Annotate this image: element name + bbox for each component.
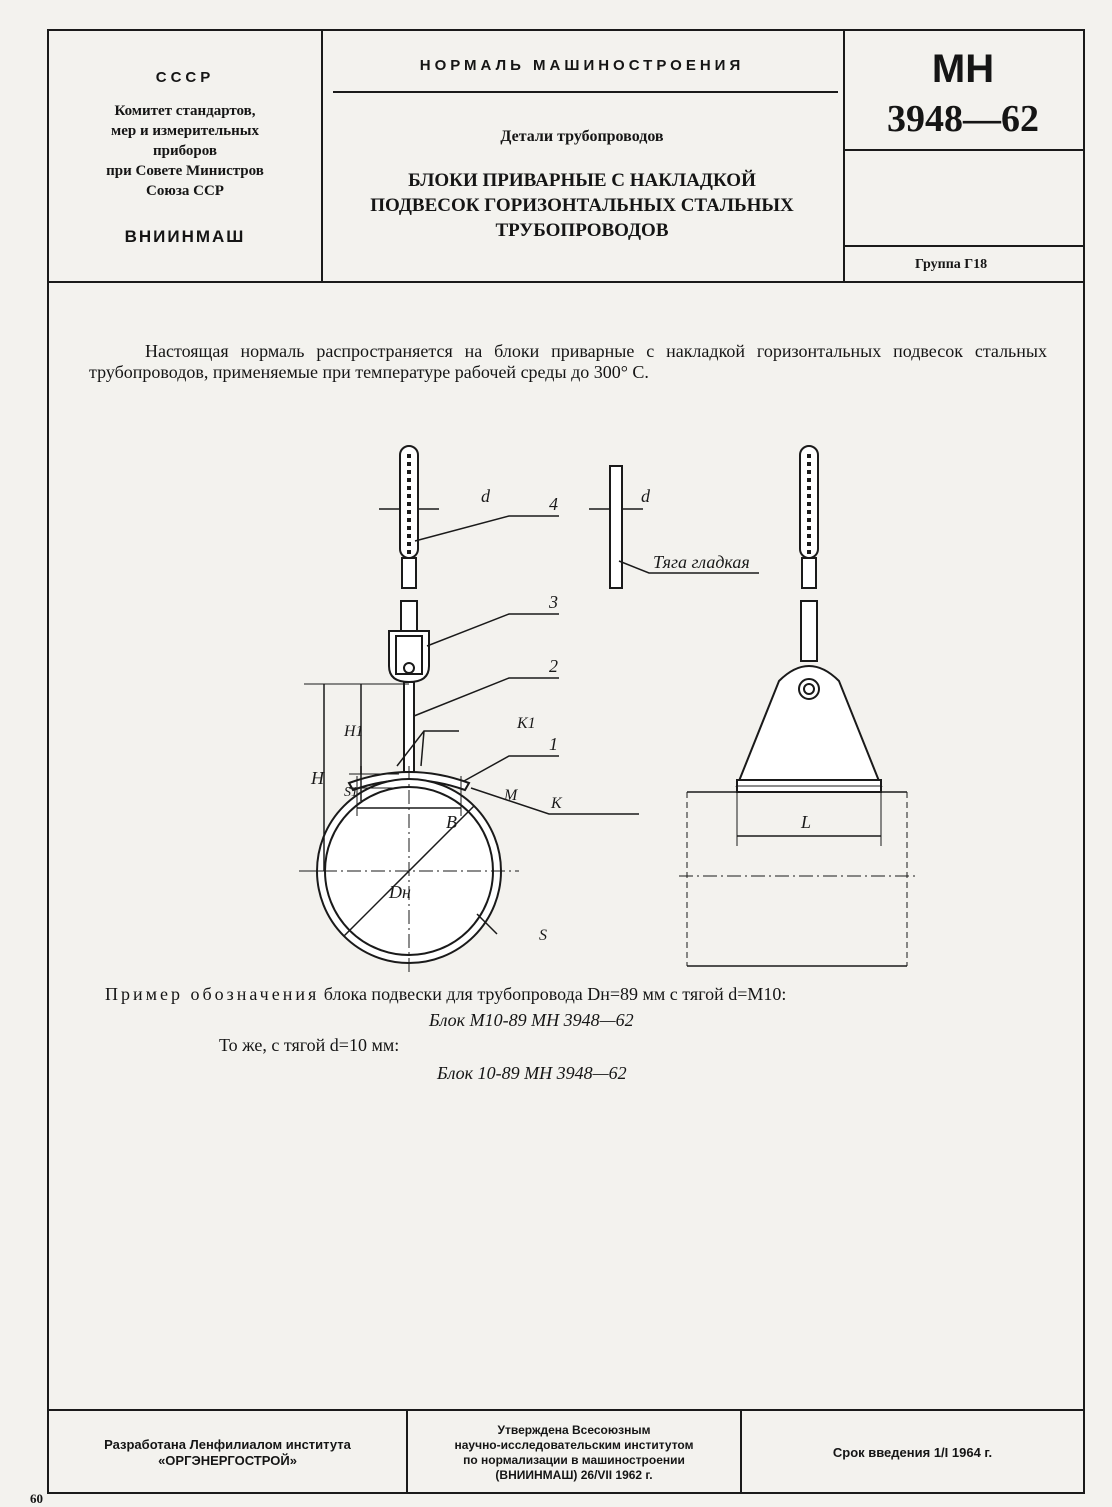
label-h1: H1 bbox=[344, 723, 364, 740]
title-block bbox=[49, 31, 1083, 283]
document-title bbox=[321, 168, 843, 243]
lower-rod bbox=[401, 601, 417, 631]
example-lead: Пример обозначения bbox=[105, 984, 320, 1004]
approval-line: по нормализации в машиностроении bbox=[463, 1452, 685, 1467]
developer-line: «ОРГЭНЕРГОСТРОЙ» bbox=[158, 1452, 297, 1468]
category-label: Детали трубопроводов bbox=[500, 128, 664, 145]
example-text: блока подвески для трубопровода Dн=89 мм с тягой d=M10: bbox=[323, 984, 787, 1004]
effective-date-cell: Срок введения 1/I 1964 г. bbox=[832, 1445, 993, 1460]
label-k1: K1 bbox=[517, 715, 536, 732]
footer-block bbox=[49, 1409, 1083, 1494]
title-line: ТРУБОПРОВОДОВ bbox=[495, 220, 669, 241]
title-line: ПОДВЕСОК ГОРИЗОНТАЛЬНЫХ СТАЛЬНЫХ bbox=[370, 195, 794, 216]
rod-end bbox=[402, 558, 416, 588]
approval-line: научно-исследовательским институтом bbox=[454, 1437, 694, 1452]
label-s: S bbox=[539, 927, 547, 944]
label-4: 4 bbox=[549, 494, 558, 514]
country-label: СССР bbox=[155, 69, 215, 86]
stem bbox=[404, 682, 414, 772]
label-k: K bbox=[551, 795, 562, 812]
divider bbox=[843, 149, 1083, 151]
page-number: 60 bbox=[30, 1491, 43, 1506]
label-smooth-rod: Тяга гладкая bbox=[653, 552, 750, 572]
label-m: M bbox=[504, 787, 518, 804]
intro-paragraph: Настоящая нормаль распространяется на блоки приварные с накладкой горизонтальных подвесок стальных трубопроводов, применяемые при температуре рабочей среды до 300° С. bbox=[89, 341, 1047, 382]
committee-line: Союза ССР bbox=[146, 183, 224, 199]
approval-cell bbox=[408, 1411, 742, 1494]
label-2: 2 bbox=[549, 656, 558, 676]
committee-line: приборов bbox=[153, 143, 217, 159]
label-dn: Dн bbox=[389, 882, 411, 902]
label-b: B bbox=[446, 812, 457, 832]
code-number: 3948—62 bbox=[887, 98, 1039, 140]
code-column bbox=[843, 31, 1083, 281]
technical-drawing bbox=[249, 436, 949, 976]
group-label: Группа Г18 bbox=[915, 257, 988, 272]
label-s1: S1 bbox=[344, 785, 358, 800]
label-d: d bbox=[481, 486, 490, 506]
label-d: d bbox=[641, 486, 650, 506]
developer-cell bbox=[49, 1411, 408, 1494]
designation-2: Блок 10-89 МН 3948—62 bbox=[437, 1063, 627, 1083]
label-h: H bbox=[311, 768, 324, 788]
approval-line: Утверждена Всесоюзным bbox=[497, 1422, 651, 1437]
title-column bbox=[321, 31, 845, 281]
issuer-column bbox=[49, 31, 323, 281]
label-l: L bbox=[801, 812, 812, 832]
code-prefix: МН bbox=[931, 47, 995, 91]
committee-line: мер и измерительных bbox=[111, 123, 259, 139]
committee-name bbox=[49, 101, 321, 201]
label-1: 1 bbox=[549, 734, 558, 754]
developer-line: Разработана Ленфилиалом института bbox=[104, 1436, 351, 1452]
title-line: БЛОКИ ПРИВАРНЫЕ С НАКЛАДКОЙ bbox=[408, 170, 756, 191]
approval-line: (ВНИИНМАШ) 26/VII 1962 г. bbox=[495, 1467, 653, 1482]
designation-1: Блок М10-89 МН 3948—62 bbox=[429, 1010, 634, 1030]
document-page bbox=[47, 29, 1085, 1494]
example-line bbox=[105, 984, 1055, 1005]
label-3: 3 bbox=[549, 592, 558, 612]
example-same: То же, с тягой d=10 мм: bbox=[219, 1035, 400, 1055]
divider bbox=[333, 91, 838, 93]
divider bbox=[843, 245, 1083, 247]
committee-line: при Совете Министров bbox=[106, 163, 264, 179]
smooth-rod bbox=[610, 466, 622, 588]
normal-title: НОРМАЛЬ МАШИНОСТРОЕНИЯ bbox=[419, 57, 745, 74]
institute-name: ВНИИНМАШ bbox=[124, 227, 246, 246]
committee-line: Комитет стандартов, bbox=[114, 103, 256, 119]
